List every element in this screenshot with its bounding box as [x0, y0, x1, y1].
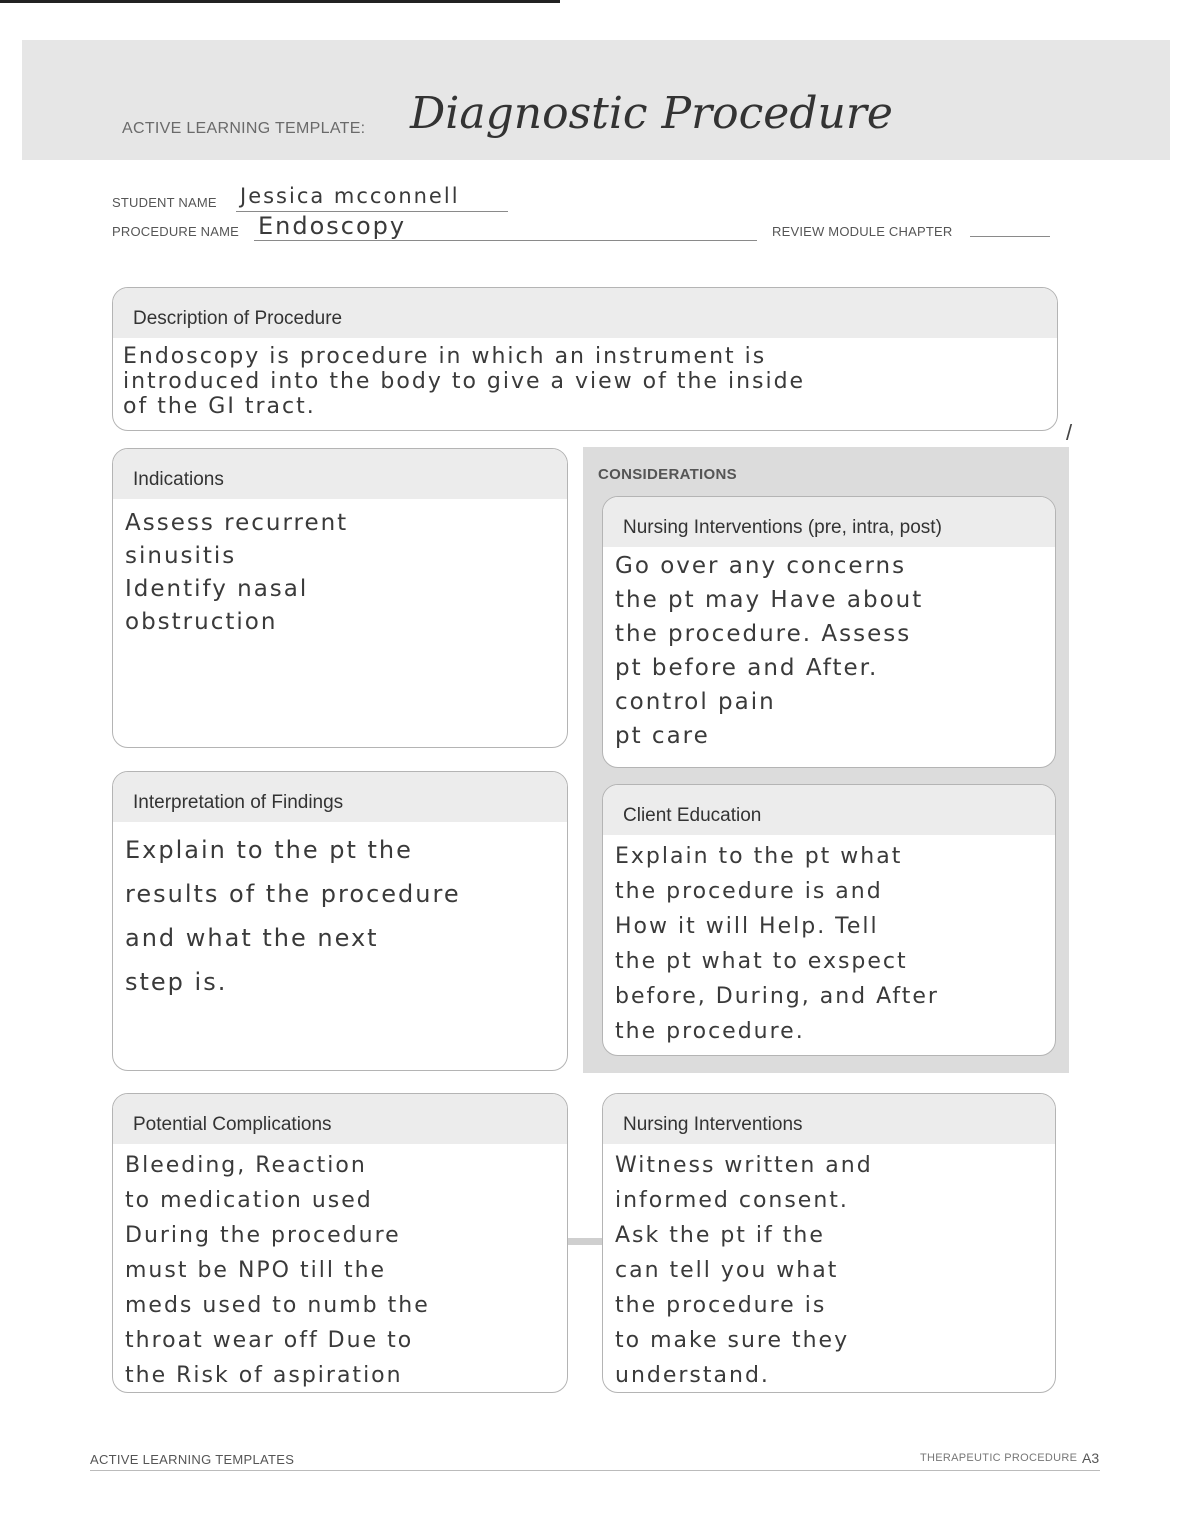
potential-complications-text[interactable]: Bleeding, Reaction to medication used During the procedure must be NPO till the meds used to numb the throat wear off Due to the Risk of aspiration	[125, 1153, 430, 1388]
client-education-title: Client Education	[623, 805, 762, 826]
scan-edge-line	[0, 0, 560, 3]
review-module-line	[970, 236, 1050, 237]
footer-section-label: THERAPEUTIC PROCEDURE	[920, 1452, 1078, 1464]
client-education-text[interactable]: Explain to the pt what the procedure is and How it will Help. Tell the pt what to exspect before, During, and After the procedure.	[615, 844, 939, 1044]
procedure-name-field[interactable]: Endoscopy	[258, 212, 407, 240]
potential-complications-title: Potential Complications	[133, 1114, 332, 1135]
connector-bar	[568, 1238, 604, 1245]
interpretation-text[interactable]: Explain to the pt the results of the procedure and what the next step is.	[125, 836, 461, 996]
review-module-label: REVIEW MODULE CHAPTER	[772, 224, 953, 239]
procedure-name-label: PROCEDURE NAME	[112, 224, 240, 239]
description-text[interactable]: Endoscopy is procedure in which an instrument is introduced into the body to give a view of the inside of the GI tract.	[123, 344, 806, 419]
footer-series-label: ACTIVE LEARNING TEMPLATES	[90, 1452, 295, 1467]
nursing-interventions-pre-intra-post-box	[602, 496, 1056, 768]
interpretation-box	[112, 771, 568, 1071]
indications-title: Indications	[133, 469, 224, 490]
description-box	[112, 287, 1058, 431]
description-title: Description of Procedure	[133, 308, 343, 329]
student-name-field[interactable]: Jessica mcconnell	[240, 184, 460, 208]
client-education-box	[602, 784, 1056, 1056]
page-title: Diagnostic Procedure	[410, 88, 893, 139]
nursing-interventions-pre-intra-post-text[interactable]: Go over any concerns the pt may Have about the procedure. Assess pt before and After. control pain pt care	[615, 553, 924, 749]
nursing-interventions-pre-intra-post-title: Nursing Interventions (pre, intra, post)	[623, 517, 942, 538]
footer-divider	[90, 1470, 1100, 1471]
interpretation-title: Interpretation of Findings	[133, 792, 344, 813]
student-name-label: STUDENT NAME	[112, 195, 217, 210]
page-number: A3	[1082, 1450, 1100, 1466]
procedure-name-line	[254, 240, 757, 241]
check-mark-icon: /	[1066, 420, 1073, 445]
considerations-label: CONSIDERATIONS	[598, 466, 737, 483]
nursing-interventions-title: Nursing Interventions	[623, 1114, 803, 1135]
nursing-interventions-text[interactable]: Witness written and informed consent. Ask the pt if the can tell you what the procedure is to make sure they understand.	[615, 1153, 873, 1388]
template-label: ACTIVE LEARNING TEMPLATE:	[122, 120, 366, 137]
nursing-interventions-box	[602, 1093, 1056, 1393]
indications-box	[112, 448, 568, 748]
potential-complications-box	[112, 1093, 568, 1393]
indications-text[interactable]: Assess recurrent sinusitis Identify nasal obstruction	[125, 510, 349, 635]
